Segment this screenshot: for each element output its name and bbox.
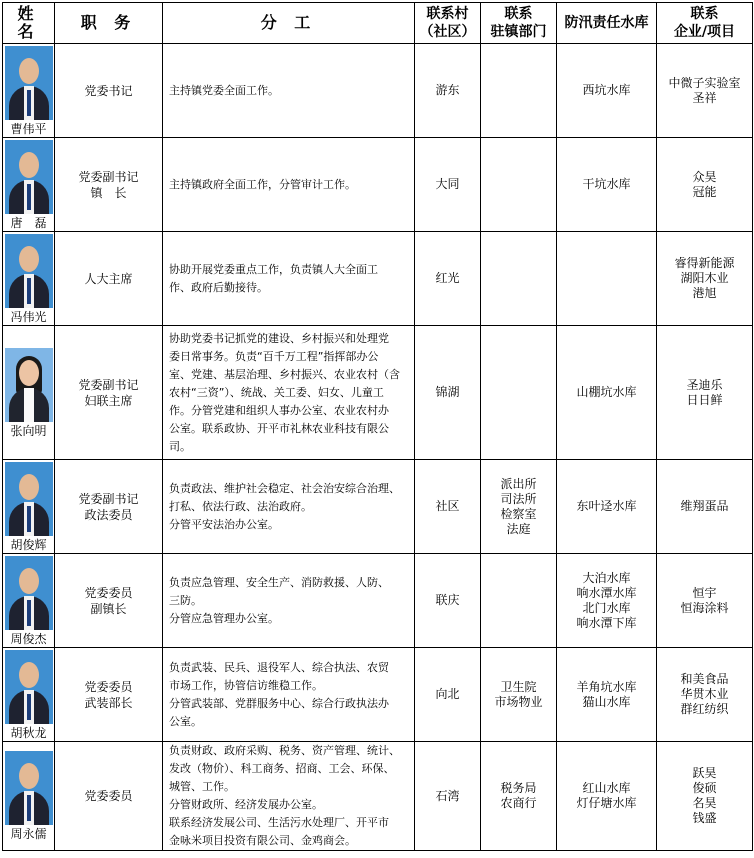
reservoir-line: 猫山水库	[582, 694, 631, 709]
enterprise-line: 钱盛	[692, 811, 717, 825]
table-row	[3, 138, 753, 232]
department-cell	[481, 742, 557, 851]
position-line: 人大主席	[84, 271, 133, 286]
village-cell: 锦湖	[415, 326, 481, 460]
duty-line: 司。	[169, 439, 191, 453]
duty-cell	[163, 232, 415, 326]
person-name: 唐 磊	[10, 215, 47, 230]
position-cell	[55, 648, 163, 742]
duty-line: 主持镇党委全面工作。	[169, 83, 279, 97]
name-cell	[3, 648, 55, 742]
enterprise-line: 跃昊	[692, 766, 717, 780]
reservoir-line: 东叶迳水库	[576, 499, 637, 513]
table-row	[3, 648, 753, 742]
duty-line: 城管、工作。	[169, 780, 235, 793]
name-cell	[3, 742, 55, 851]
header-enterprise-line: 企业/项目	[673, 24, 736, 40]
duty-line: 协助开展党委重点工作，负责镇人大全面工	[169, 262, 378, 276]
department-cell	[481, 326, 557, 460]
header-village-line: 联系村	[426, 6, 469, 22]
position-line: 妇联主席	[84, 393, 133, 408]
portrait-photo	[5, 650, 53, 724]
enterprise-line: 恒宇	[692, 585, 717, 600]
position-cell	[55, 460, 163, 554]
enterprise-line: 恒海涂料	[680, 600, 729, 615]
reservoir-line: 北门水库	[582, 600, 631, 615]
enterprise-cell	[657, 232, 753, 326]
position-line: 党委书记	[84, 83, 133, 98]
department-line: 派出所	[500, 476, 537, 491]
department-cell	[481, 138, 557, 232]
duty-line: 委日常事务。负责“百千万工程”指挥部办公	[169, 349, 379, 363]
duty-line: 负责应急管理、安全生产、消防救援、人防、	[169, 575, 389, 589]
header-duty: 分 工	[163, 3, 415, 44]
name-cell	[3, 44, 55, 138]
enterprise-cell	[657, 648, 753, 742]
header-department-line: 驻镇部门	[490, 24, 547, 40]
position-line: 党委副书记	[78, 491, 139, 506]
portrait-photo	[5, 751, 53, 825]
duty-line: 分管平安法治办公室。	[169, 517, 279, 531]
enterprise-cell	[657, 138, 753, 232]
position-line: 党委委员	[84, 679, 133, 694]
portrait-photo	[5, 140, 53, 214]
reservoir-line: 羊角坑水库	[576, 679, 637, 694]
enterprise-line: 中微子实验室	[668, 75, 741, 90]
portrait-photo	[5, 348, 53, 422]
portrait-photo	[5, 234, 53, 308]
duty-line: 分管应急管理办公室。	[169, 611, 279, 625]
duty-line: 协助党委书记抓党的建设、乡村振兴和处理党	[169, 331, 389, 345]
enterprise-line: 日日鲜	[686, 392, 723, 407]
reservoir-cell	[557, 742, 657, 851]
duty-line: 负责武装、民兵、退役军人、综合执法、农贸	[169, 660, 389, 674]
person-name: 胡俊辉	[10, 537, 47, 552]
department-cell	[481, 232, 557, 326]
duty-line: 主持镇政府全面工作，分管审计工作。	[169, 177, 356, 191]
header-village	[415, 3, 481, 44]
name-cell	[3, 554, 55, 648]
village-cell: 石湾	[415, 742, 481, 851]
reservoir-line: 响水潭水库	[576, 585, 637, 600]
village-cell: 社区	[415, 460, 481, 554]
department-line: 检察室	[500, 506, 537, 521]
duty-line: 三防。	[169, 593, 202, 607]
enterprise-line: 华贯木业	[680, 687, 729, 701]
table-row	[3, 44, 753, 138]
portrait-photo	[5, 46, 53, 120]
department-line: 卫生院	[500, 679, 537, 694]
position-line: 党委副书记	[78, 169, 139, 184]
enterprise-line: 冠能	[692, 184, 717, 199]
person-name: 周俊杰	[10, 631, 47, 646]
reservoir-line: 红山水库	[582, 781, 631, 795]
enterprise-line: 和美食品	[680, 672, 729, 686]
enterprise-line: 睿得新能源	[674, 256, 735, 270]
reservoir-line: 西坑水库	[582, 83, 631, 97]
enterprise-cell	[657, 554, 753, 648]
position-cell	[55, 326, 163, 460]
duty-line: 公室。	[169, 714, 202, 728]
position-cell	[55, 554, 163, 648]
duty-line: 作。分管党建和组织人事办公室、农业农村办	[169, 403, 389, 417]
duty-cell	[163, 648, 415, 742]
person-name: 胡秋龙	[10, 725, 47, 740]
staff-duty-table	[2, 2, 753, 851]
reservoir-cell	[557, 326, 657, 460]
header-row	[3, 3, 753, 44]
position-line: 党委委员	[84, 789, 133, 803]
enterprise-line: 湖阳木业	[680, 271, 729, 285]
duty-cell	[163, 44, 415, 138]
name-cell	[3, 138, 55, 232]
duty-cell	[163, 554, 415, 648]
name-cell	[3, 232, 55, 326]
position-cell	[55, 138, 163, 232]
reservoir-line: 响水潭下库	[576, 615, 637, 630]
enterprise-line: 名昊	[692, 796, 717, 810]
person-name: 曹伟平	[10, 121, 47, 136]
reservoir-line: 灯仔塘水库	[576, 796, 637, 810]
table-row	[3, 460, 753, 554]
enterprise-cell	[657, 326, 753, 460]
position-line: 武装部长	[84, 695, 133, 710]
person-name: 冯伟光	[10, 309, 47, 324]
duty-line: 联系经济发展公司、生活污水处理厂、开平市	[169, 816, 389, 829]
duty-line: 公室。联系政协、开平市礼林农业科技有限公	[169, 421, 389, 435]
enterprise-line: 众昊	[692, 169, 717, 184]
position-line: 镇 长	[90, 185, 127, 200]
enterprise-line: 群红纺织	[680, 702, 729, 716]
header-enterprise-line: 联系	[690, 6, 719, 22]
reservoir-cell	[557, 460, 657, 554]
duty-line: 分管武装部、党群服务中心、综合行政执法办	[169, 696, 389, 710]
position-cell	[55, 232, 163, 326]
position-cell	[55, 44, 163, 138]
portrait-photo	[5, 556, 53, 630]
department-cell	[481, 648, 557, 742]
position-line: 党委副书记	[78, 377, 139, 392]
reservoir-cell	[557, 44, 657, 138]
position-line: 副镇长	[90, 601, 127, 616]
header-village-line: （社区）	[419, 24, 476, 40]
duty-line: 作、政府后勤接待。	[169, 280, 268, 294]
duty-line: 负责政法、维护社会稳定、社会治安综合治理、	[169, 481, 400, 495]
village-cell: 红光	[415, 232, 481, 326]
enterprise-cell	[657, 44, 753, 138]
table-row	[3, 232, 753, 326]
duty-line: 金咏米项目投资有限公司、金鸡商会。	[169, 834, 356, 847]
duty-line: 打私、依法行政、法治政府。	[169, 499, 312, 513]
reservoir-line: 干坑水库	[582, 177, 631, 191]
department-cell	[481, 44, 557, 138]
village-cell: 向北	[415, 648, 481, 742]
department-cell	[481, 554, 557, 648]
enterprise-cell	[657, 742, 753, 851]
enterprise-line: 俊硕	[692, 781, 717, 795]
person-name: 周永儒	[10, 827, 47, 841]
duty-line: 分管财政所、经济发展办公室。	[169, 798, 323, 811]
table-row	[3, 554, 753, 648]
position-line: 政法委员	[84, 507, 133, 522]
duty-cell	[163, 138, 415, 232]
table-row	[3, 326, 753, 460]
reservoir-line: 山棚坑水库	[576, 385, 637, 399]
header-position: 职 务	[55, 3, 163, 44]
village-cell: 联庆	[415, 554, 481, 648]
name-cell	[3, 326, 55, 460]
header-department-line: 联系	[504, 6, 533, 22]
person-name: 张向明	[10, 423, 47, 438]
reservoir-line: 大泊水库	[582, 570, 631, 585]
reservoir-cell	[557, 554, 657, 648]
header-name: 姓 名	[3, 3, 55, 44]
position-cell	[55, 742, 163, 851]
department-line: 市场物业	[494, 694, 543, 709]
reservoir-cell	[557, 232, 657, 326]
header-enterprise	[657, 3, 753, 44]
portrait-photo	[5, 462, 53, 536]
table-row	[3, 742, 753, 851]
header-reservoir: 防汛责任水库	[557, 3, 657, 44]
village-cell: 大同	[415, 138, 481, 232]
duty-line: 负责财政、政府采购、税务、资产管理、统计、	[169, 744, 400, 757]
name-cell	[3, 460, 55, 554]
department-line: 法庭	[506, 521, 531, 536]
reservoir-cell	[557, 648, 657, 742]
department-line: 税务局	[500, 781, 537, 795]
duty-line: 室、党建、基层治理、乡村振兴、农业农村（含	[169, 367, 400, 381]
duty-line: 市场工作，协管信访维稳工作。	[169, 678, 323, 692]
table-body	[3, 44, 753, 851]
duty-line: 农村“三资”）、统战、关工委、妇女、儿童工	[169, 385, 384, 399]
enterprise-line: 圣祥	[692, 90, 717, 105]
village-cell: 游东	[415, 44, 481, 138]
enterprise-cell	[657, 460, 753, 554]
position-line: 党委委员	[84, 585, 133, 600]
duty-line: 发改（物价）、科工商务、招商、工会、环保、	[169, 762, 395, 775]
department-cell	[481, 460, 557, 554]
duty-cell	[163, 326, 415, 460]
header-department	[481, 3, 557, 44]
enterprise-line: 维翔蛋品	[680, 499, 729, 513]
reservoir-cell	[557, 138, 657, 232]
duty-cell	[163, 742, 415, 851]
department-line: 司法所	[500, 491, 537, 506]
duty-cell	[163, 460, 415, 554]
department-line: 农商行	[500, 796, 537, 810]
enterprise-line: 圣迪乐	[686, 377, 723, 392]
enterprise-line: 港旭	[692, 286, 717, 300]
